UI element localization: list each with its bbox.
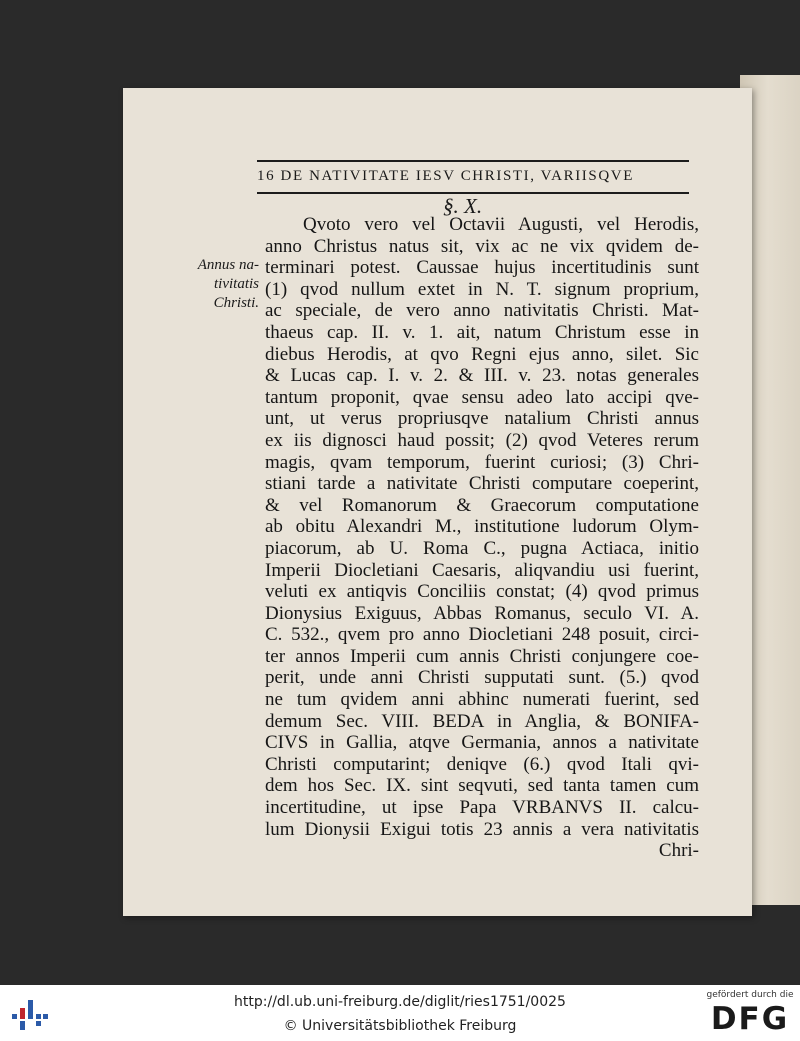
margin-note-line: tivitatis [214,276,259,292]
text-line: Dionysius Exiguus, Abbas Romanus, seculo VI. A. [265,602,699,624]
text-line: tantum proponit, qvae sensu adeo lato accipi qve- [265,386,699,408]
catchword: Chri- [658,840,699,862]
text-line: ab obitu Alexandri M., institutione ludorum Olym- [265,516,699,538]
text-line: & Lucas cap. I. v. 2. & III. v. 23. notas generales [265,365,699,387]
text-line: demum Sec. VIII. BEDA in Anglia, & BONIFA- [265,710,699,732]
header-rule [257,160,689,162]
text-line: perit, unde anni Christi supputati sunt. (5.) qvod [265,667,699,689]
section-number: §. X. [443,194,483,218]
text-line: incertitudine, ut ipse Papa VRBANVS II. calcu- [265,797,699,819]
text-line: veluti ex antiqvis Conciliis constat; (4) qvod primus [265,581,699,603]
text-line: lum Dionysii Exigui totis 23 annis a vera nativitatis [265,818,699,840]
text-line: terminari potest. Caussae hujus incertitudinis sunt [265,257,699,279]
text-line: (1) qvod nullum extet in N. T. signum proprium, [265,278,699,300]
text-line: anno Christus natus sit, vix ac ne vix qvidem de- [265,235,699,257]
book-page [123,88,752,916]
text-line: dem hos Sec. IX. sint seqvuti, sed tanta tamen cum [265,775,699,797]
permalink[interactable]: http://dl.ub.uni-freiburg.de/diglit/ries1751/0025 [234,994,566,1010]
text-line: unt, ut verus propriusqve natalium Christi annus [265,408,699,430]
dfg-logo: DFG [710,1001,790,1037]
text-line: diebus Herodis, at qvo Regni ejus anno, silet. Sic [265,343,699,365]
text-line: & vel Romanorum & Graecorum computatione [265,494,699,516]
copyright-notice: © Universitätsbibliothek Freiburg [283,1018,517,1034]
margin-note-line: Annus na- [197,257,259,273]
text-line: CIVS in Gallia, atqve Germania, annos a nativitate [265,732,699,754]
viewer-footer [0,985,800,1041]
body-text [265,214,699,862]
margin-note [175,256,259,313]
text-line: ex iis dignosci haud possit; (2) qvod Veteres rerum [265,429,699,451]
text-line: ne tum qvidem anni abhinc numerati fuerint, sed [265,689,699,711]
text-line: Imperii Diocletiani Caesaris, aliqvandiu usi fuerint, [265,559,699,581]
text-line: C. 532., qvem pro anno Diocletiani 248 posuit, circi- [265,624,699,646]
margin-note-line: Christi. [213,295,259,311]
text-line: stiani tarde a nativitate Christi computare coeperint, [265,473,699,495]
text-line: Christi computarint; deniqve (6.) qvod Itali qvi- [265,753,699,775]
text-line: Qvoto vero vel Octavii Augusti, vel Herodis, [303,214,699,235]
text-line: thaeus cap. II. v. 1. ait, natum Christum esse in [265,321,699,343]
running-head: 16 DE NATIVITATE IESV CHRISTI, VARIISQVE [257,168,634,184]
dfg-caption: gefördert durch die [706,990,794,1000]
text-line: piacorum, ab U. Roma C., pugna Actiaca, initio [265,537,699,559]
text-line: magis, qvam temporum, fuerint curiosi; (3) Chri- [265,451,699,473]
text-line: ter annos Imperii cum annis Christi conjungere coe- [265,645,699,667]
text-line: ac speciale, de vero anno nativitatis Christi. Mat- [265,300,699,322]
